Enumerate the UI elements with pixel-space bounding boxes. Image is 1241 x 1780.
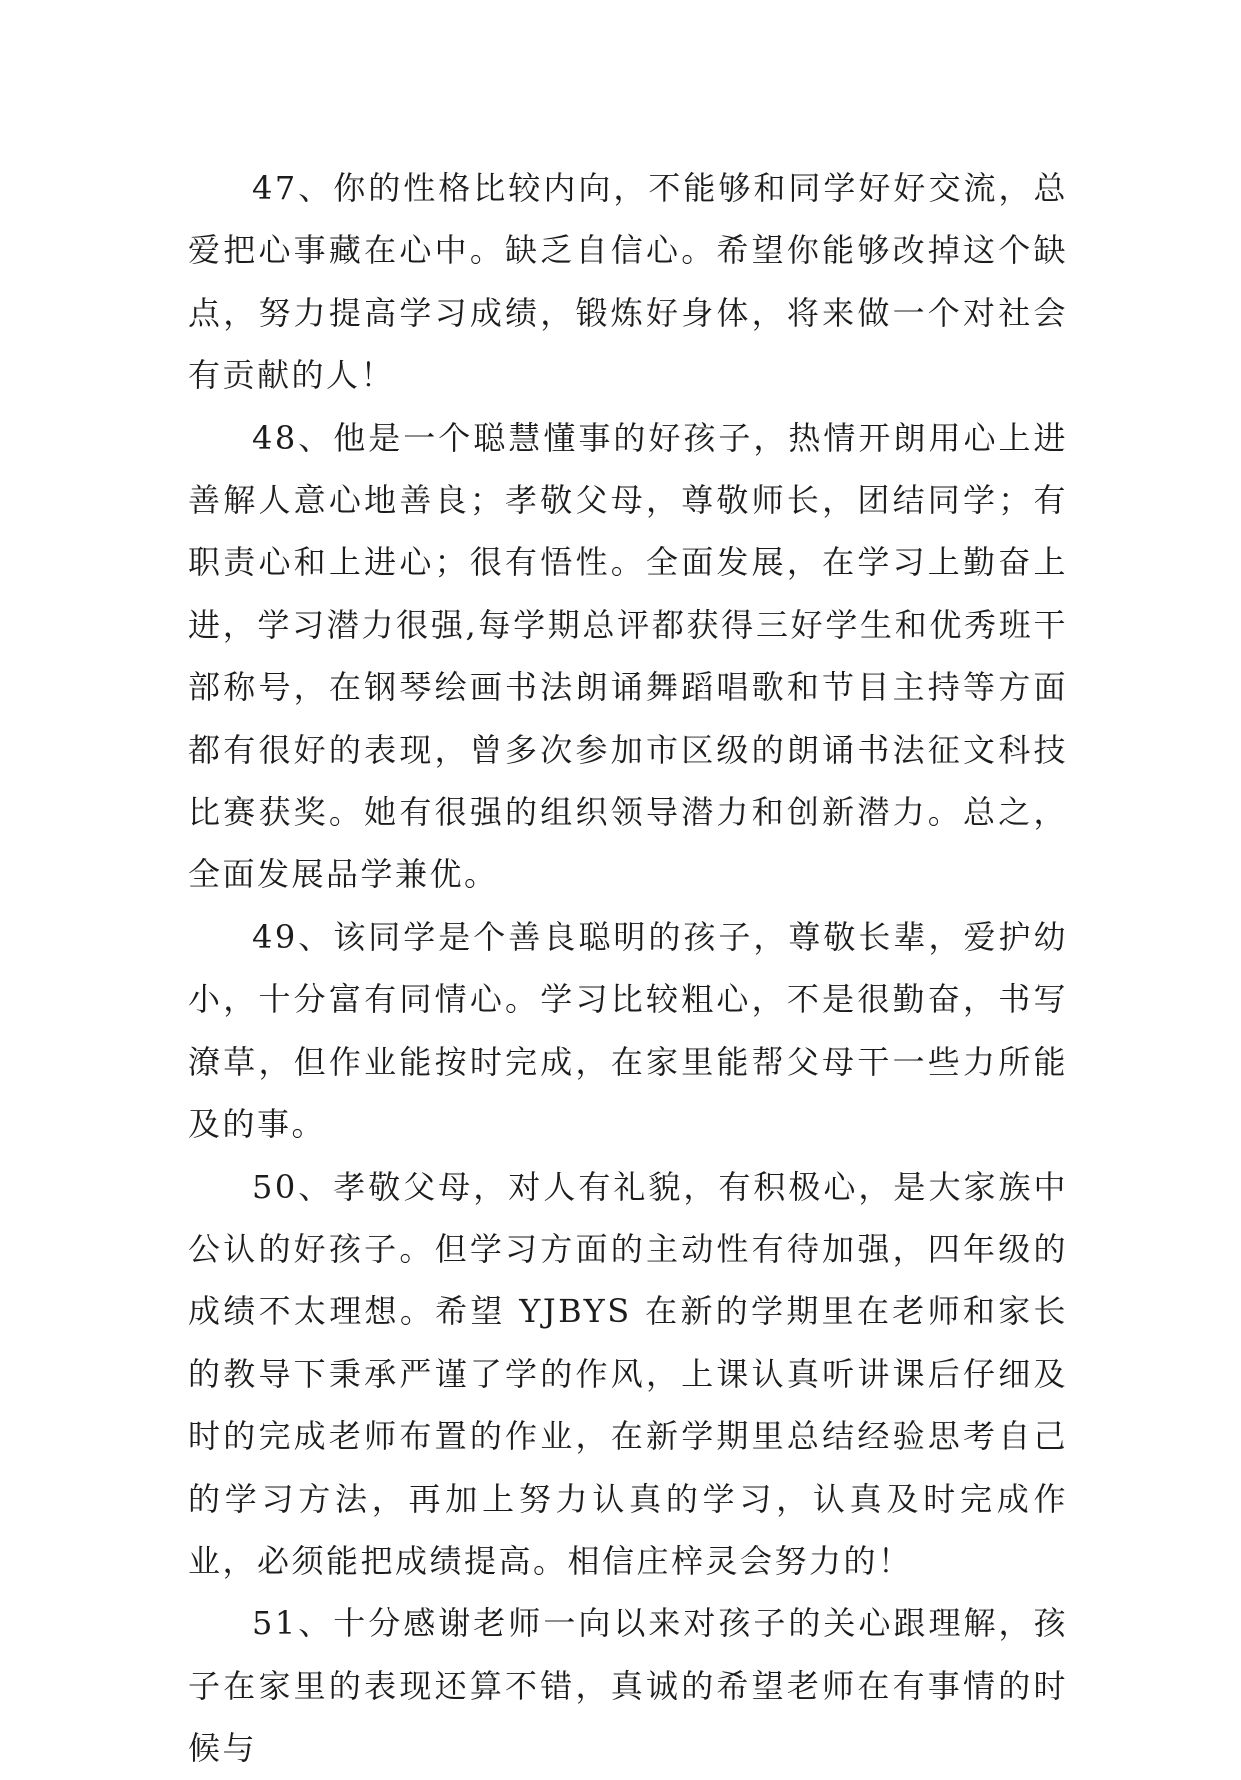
paragraph-48: 48、他是一个聪慧懂事的好孩子，热情开朗用心上进善解人意心地善良；孝敬父母，尊敬师长，团结同学；有职责心和上进心；很有悟性。全面发展，在学习上勤奋上进，学习潜力很强,每学期总评都获得三好学生和优秀班干部称号，在钢琴绘画书法朗诵舞蹈唱歌和节目主持等方面都有很好的表现，曾多次参加市区级的朗诵书法征文科技比赛获奖。她有很强的组织领导潜力和创新潜力。总之，全面发展品学兼优。 [188,418,1068,894]
paragraph-51: 51、十分感谢老师一向以来对孩子的关心跟理解，孩子在家里的表现还算不错，真诚的希望老师在有事情的时候与 [188,1604,1068,1768]
document-body [188,157,1068,1780]
paragraph-49: 49、该同学是个善良聪明的孩子，尊敬长辈，爱护幼小，十分富有同情心。学习比较粗心，不是很勤奋，书写潦草，但作业能按时完成，在家里能帮父母干一些力所能及的事。 [188,917,1068,1144]
paragraph-50: 50、孝敬父母，对人有礼貌，有积极心，是大家族中公认的好孩子。但学习方面的主动性有待加强，四年级的成绩不太理想。希望 YJBYS 在新的学期里在老师和家长的教导下秉承严谨了学的作风，上课认真听讲课后仔细及时的完成老师布置的作业，在新学期里总结经验思考自己的学习方法，再加上努力认真的学习，认真及时完成作业，必须能把成绩提高。相信庄梓灵会努力的！ [188,1167,1068,1580]
paragraph-47: 47、你的性格比较内向，不能够和同学好好交流，总爱把心事藏在心中。缺乏自信心。希望你能够改掉这个缺点，努力提高学习成绩，锻炼好身体，将来做一个对社会有贡献的人！ [188,169,1068,395]
